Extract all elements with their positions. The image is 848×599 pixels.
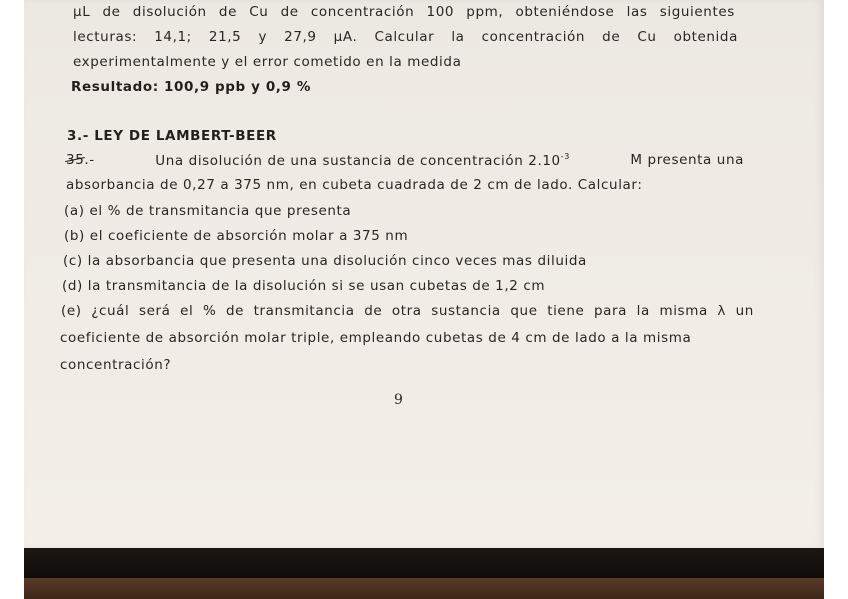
word: concentración xyxy=(310,4,415,20)
word: de xyxy=(364,303,383,319)
word: y xyxy=(258,29,268,45)
word: de xyxy=(218,4,237,20)
word: de xyxy=(102,4,121,20)
item-b: (b) el coeficiente de absorción molar a 375 nm xyxy=(64,228,409,244)
continuation-line-3: experimentalmente y el error cometido en la medida xyxy=(73,54,462,70)
word: la xyxy=(451,29,465,45)
word: misma xyxy=(659,303,708,319)
item-e-line-1 xyxy=(61,303,754,319)
page-shadow-edge xyxy=(24,548,824,578)
word: la xyxy=(636,303,650,319)
problem-number xyxy=(66,152,95,169)
word: un xyxy=(735,303,754,319)
word: Calcular xyxy=(374,29,435,45)
word: ¿cuál xyxy=(91,303,130,319)
word: sustancia xyxy=(431,303,501,319)
word: será xyxy=(138,303,171,319)
word: obteniéndose xyxy=(515,4,615,20)
problem-line-1-pre: Una disolución de una sustancia de concentración 2.10 xyxy=(155,153,561,169)
word: μA. xyxy=(333,29,358,45)
word: disolución xyxy=(132,4,207,20)
word: de xyxy=(280,4,299,20)
word: ppm, xyxy=(466,4,504,20)
word: que xyxy=(510,303,538,319)
result-line: Resultado: 100,9 ppb y 0,9 % xyxy=(71,79,311,95)
item-d: (d) la transmitancia de la disolución si se usan cubetas de 1,2 cm xyxy=(62,278,546,294)
item-e-line-3: concentración? xyxy=(60,357,172,373)
word: las xyxy=(626,4,648,20)
continuation-line-1 xyxy=(73,4,735,20)
table-surface xyxy=(24,578,824,599)
word: lecturas: xyxy=(73,29,138,45)
problem-number-suffix: .- xyxy=(84,152,95,168)
word: concentración xyxy=(481,29,586,45)
word: 27,9 xyxy=(284,29,317,45)
word: Cu xyxy=(249,4,269,20)
struck-problem-number: 35 xyxy=(66,152,85,168)
word: (e) xyxy=(61,303,82,319)
word: λ xyxy=(717,303,726,319)
word: obtenida xyxy=(673,29,738,45)
item-c: (c) la absorbancia que presenta una disolución cinco veces mas diluida xyxy=(63,253,587,269)
item-e-line-2: coeficiente de absorción molar triple, empleando cubetas de 4 cm de lado a la misma xyxy=(60,330,692,346)
page-number: 9 xyxy=(394,392,403,408)
continuation-line-2 xyxy=(73,29,738,45)
word: de xyxy=(602,29,621,45)
problem-line-1-post: M presenta una xyxy=(630,152,744,168)
word: otra xyxy=(391,303,422,319)
item-a: (a) el % de transmitancia que presenta xyxy=(64,203,352,219)
problem-line-2: absorbancia de 0,27 a 375 nm, en cubeta cuadrada de 2 cm de lado. Calcular: xyxy=(66,177,643,193)
word: μL xyxy=(73,4,91,20)
word: el xyxy=(180,303,194,319)
problem-line-1-text xyxy=(155,152,570,169)
word: 100 xyxy=(426,4,455,20)
word: 21,5 xyxy=(208,29,242,45)
problem-line-1 xyxy=(66,152,744,169)
word: para xyxy=(593,303,628,319)
word: 14,1; xyxy=(154,29,192,45)
word: siguientes xyxy=(659,4,735,20)
concentration-exponent: -3 xyxy=(560,152,570,161)
word: de xyxy=(225,303,245,319)
word: Cu xyxy=(637,29,657,45)
word: % xyxy=(202,303,217,319)
word: transmitancia xyxy=(253,303,355,319)
section-heading: 3.- LEY DE LAMBERT-BEER xyxy=(67,128,277,144)
word: tiene xyxy=(547,303,585,319)
